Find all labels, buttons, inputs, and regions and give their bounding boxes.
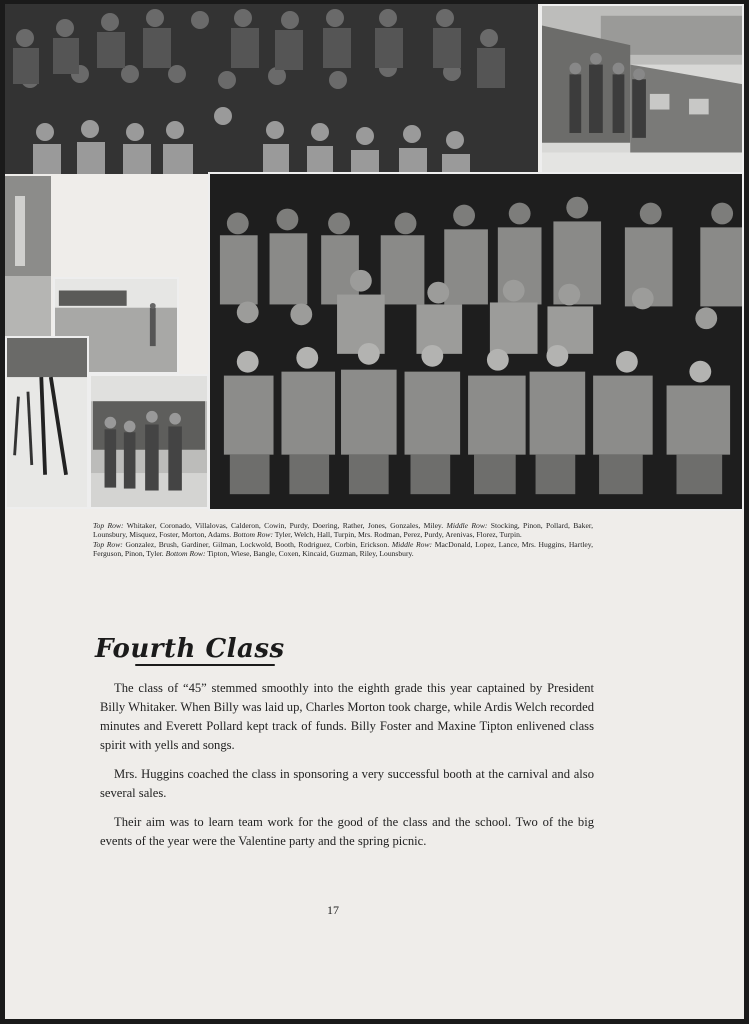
article-paragraph: The class of “45” stemmed smoothly into the eighth grade this year captained by President Billy Whitaker. When Billy was laid up, Charles Morton took charge, while Ardis Welch recorded minutes and Everett Pollard kept track of funds. Billy Foster and Maxine Tipton enlivened class spirit with yells and songs. bbox=[100, 681, 594, 752]
article-title: Fourth Class bbox=[95, 634, 285, 664]
caption-label: Bottom Row: bbox=[233, 530, 273, 540]
caption-label: Top Row: bbox=[93, 539, 123, 549]
class-photo-main bbox=[208, 172, 744, 511]
title-underline bbox=[135, 664, 275, 666]
caption-group-1 bbox=[93, 521, 593, 540]
caption-text: MacDonald, Lopez, Lance, Mrs. Huggins, Hartley, Ferguson, Pinon, Tyler. bbox=[93, 539, 593, 559]
caption-label: Middle Row: bbox=[391, 539, 433, 549]
caption-text: Tipton, Wiese, Bangle, Coxen, Kincaid, Guzman, Riley, Lounsbury. bbox=[205, 549, 414, 559]
page-number: 17 bbox=[327, 903, 339, 917]
activity-photo-left bbox=[5, 176, 51, 336]
cabin-group-photo bbox=[89, 374, 209, 509]
caption-text: Stocking, Pinon, Pollard, Baker, Lounsbury, Misquez, Foster, Morton, Adams. bbox=[93, 521, 593, 540]
article-paragraph: Their aim was to learn team work for the good of the class and the school. Two of the big events of the year were the Valentine party and the spring picnic. bbox=[100, 815, 594, 848]
photo-caption bbox=[93, 521, 593, 559]
caption-text: Whitaker, Coronado, Villalovas, Calderon, Cowin, Purdy, Doering, Rather, Jones, Gonzales, Miley. bbox=[123, 521, 444, 530]
caption-label: Bottom Row: bbox=[165, 549, 206, 559]
class-photo-top bbox=[5, 4, 538, 174]
caption-group-2 bbox=[93, 540, 593, 559]
caption-text: Tyler, Welch, Hall, Turpin, Mrs. Rodman, Perez, Purdy, Arenivas, Florez, Turpin. bbox=[272, 530, 522, 540]
caption-text: Gonzalez, Brush, Gardiner, Gilman, Lockwold, Booth, Rodriguez, Corbin, Erickson. bbox=[122, 539, 390, 549]
caption-label: Top Row: bbox=[93, 521, 124, 530]
yearbook-page bbox=[5, 4, 744, 1019]
article-body bbox=[100, 679, 594, 861]
camp-photo bbox=[540, 4, 744, 176]
article-paragraph: Mrs. Huggins coached the class in sponsoring a very successful booth at the carnival and also several sales. bbox=[100, 767, 594, 800]
caption-label: Middle Row: bbox=[446, 521, 488, 530]
skis-photo bbox=[5, 336, 89, 509]
